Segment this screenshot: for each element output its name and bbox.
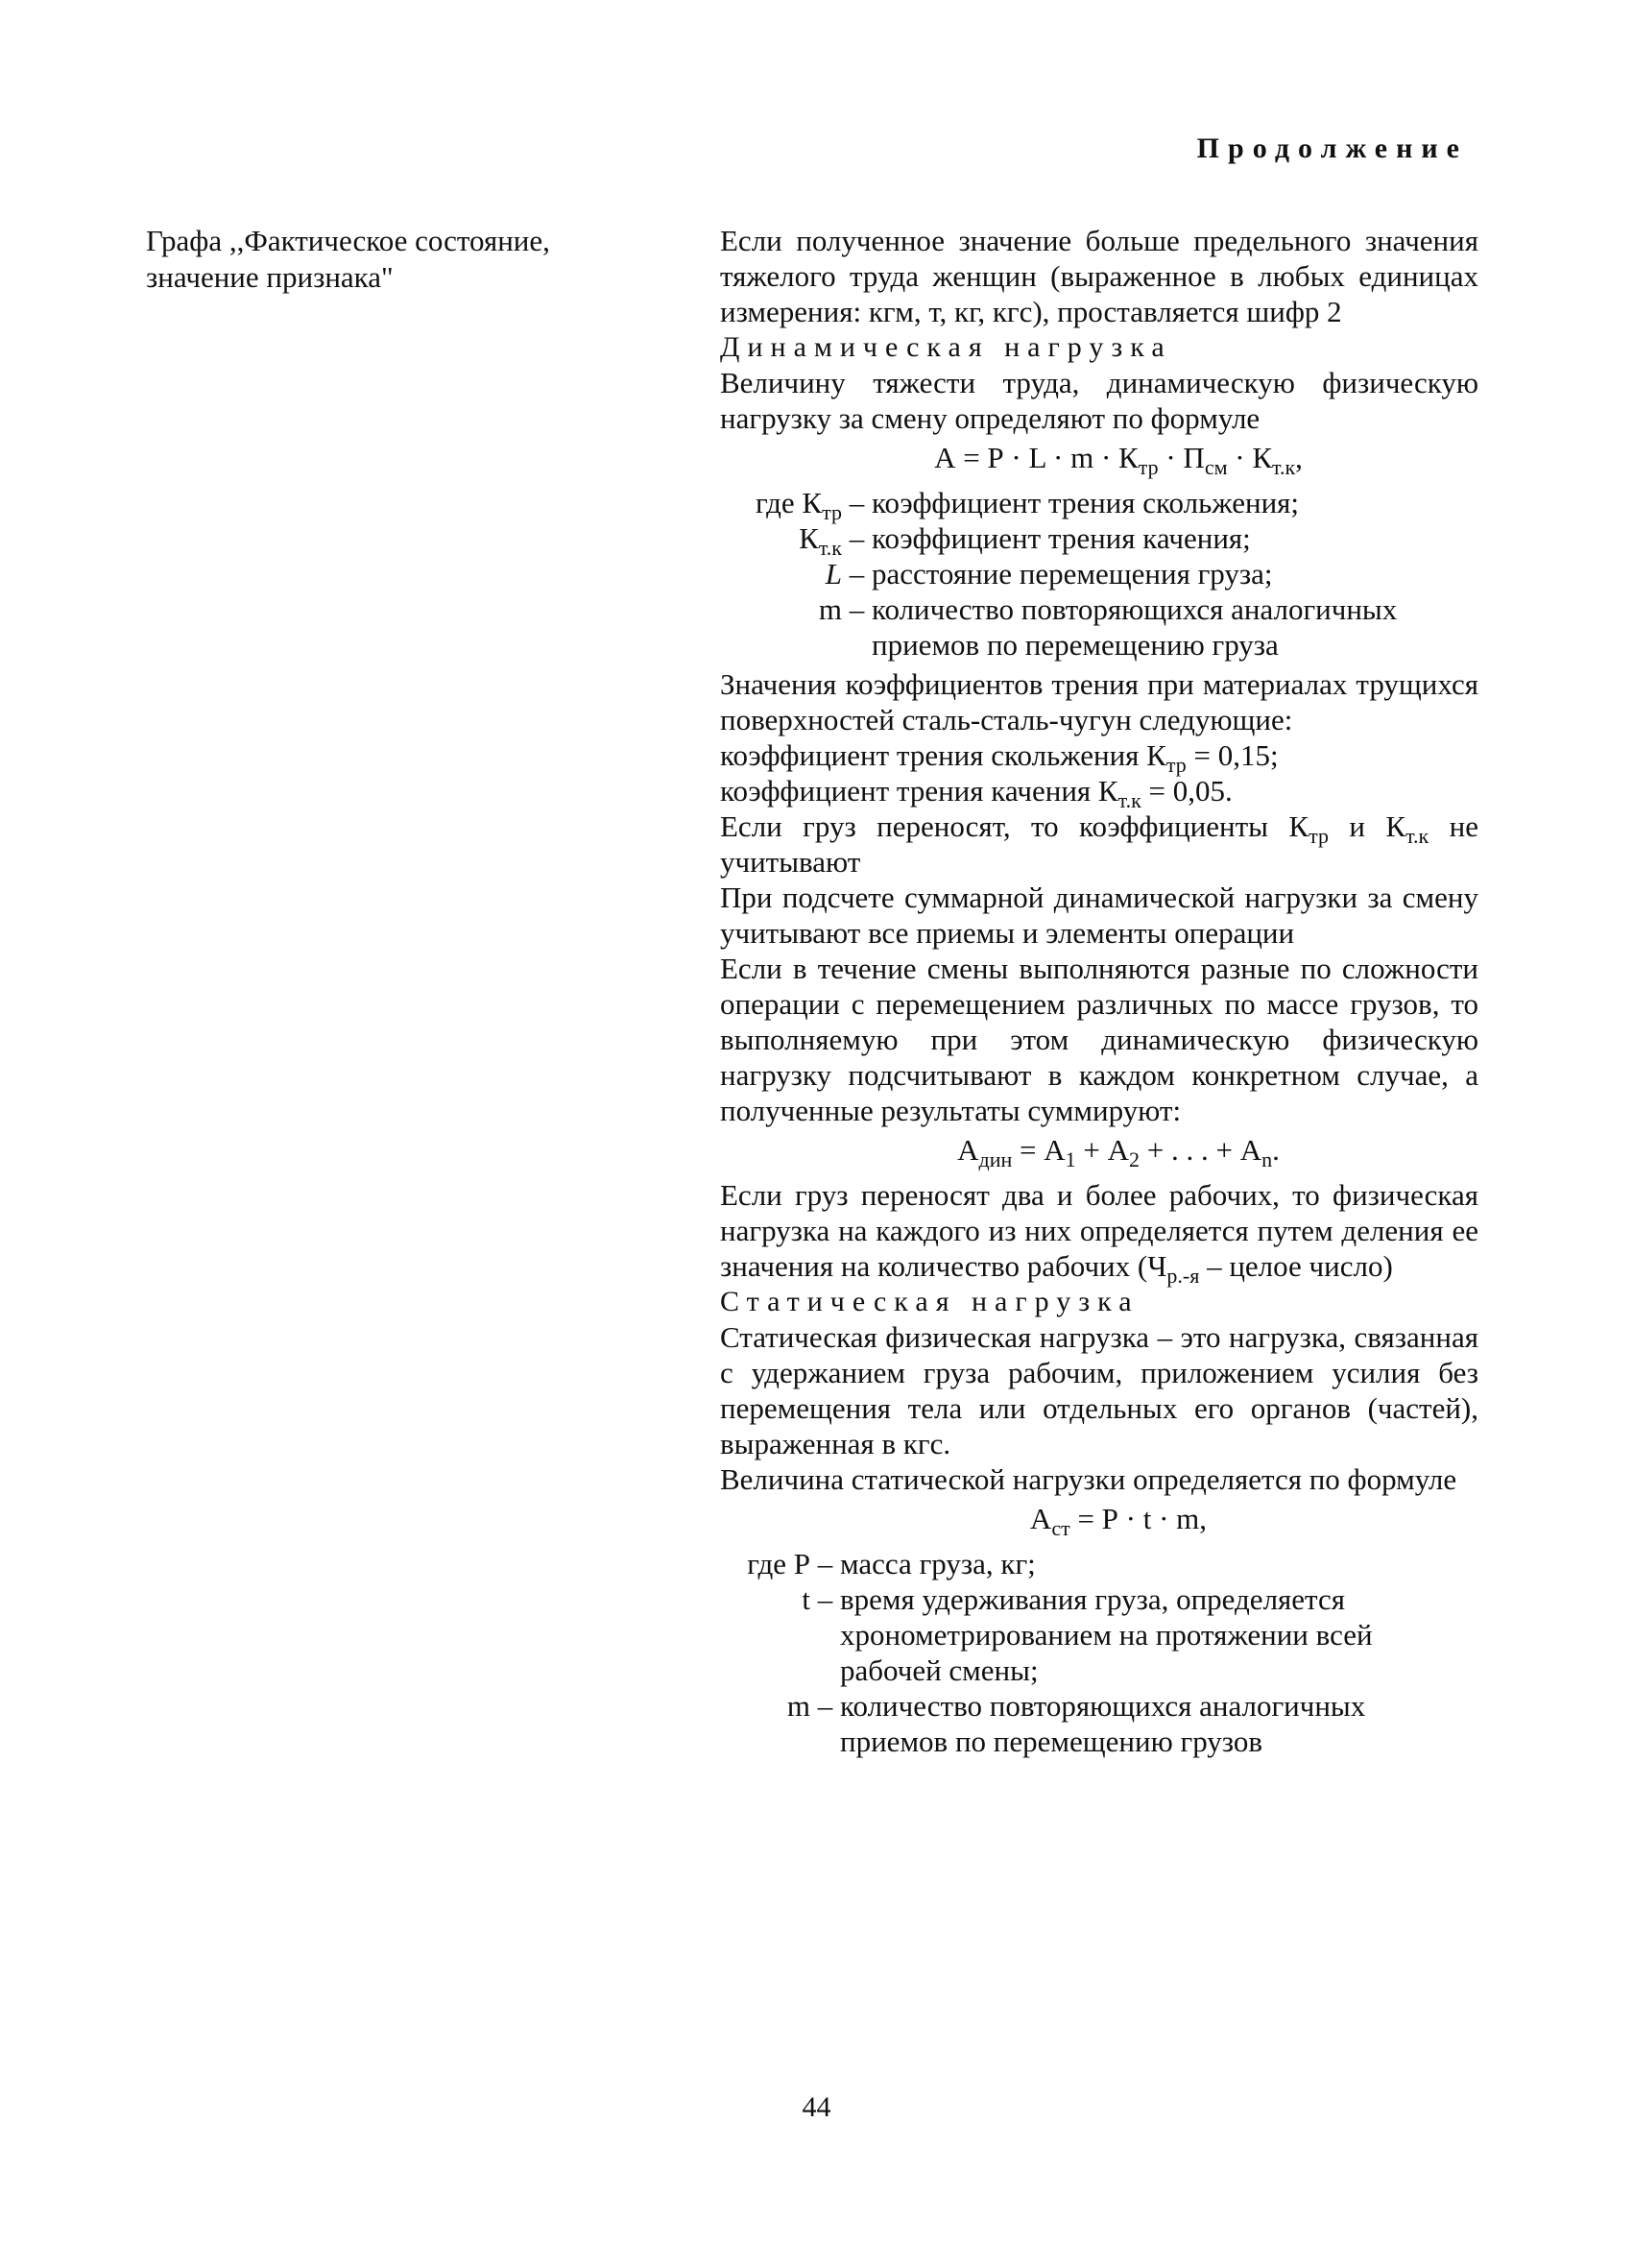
carry-note: Если груз переносят, то коэффициенты $К_{тр}$ и $К_{т.к}$ не учитывают — [720, 809, 1478, 879]
definition-ktr: где $К_{тр}$ – коэффициент трения скольжения; — [755, 486, 1300, 525]
definition-p: где Р – масса груза, кг; — [747, 1547, 1036, 1580]
coefficient-sliding: коэффициент трения скольжения $К_{тр} = 0,15$; — [720, 738, 1279, 778]
right-column-text — [720, 223, 1478, 1763]
column-label-text: Графа ,,Фактическое состояние, значение признака" — [146, 224, 550, 294]
definition-ktk: $К_{т.к}$ – коэффициент трения качения; — [799, 521, 1251, 561]
workers-note: Если груз переносят два и более рабочих, то физическая нагрузка на каждого из них определяется путем деления ее значения на количество рабочих ($Ч_{р.-я}$ – целое число) — [720, 1178, 1478, 1289]
varied-operations-text: Если в течение смены выполняются разные по сложности операции с перемещением различных по массе грузов, то выполняемую при этом динамическую физическую нагрузку подсчитывают в каждом конкретном случае, а полученные результаты суммируют: — [720, 952, 1478, 1127]
static-load-formula: $А_{ст} = Р \cdot t \cdot m$, — [1029, 1502, 1208, 1541]
left-column-label — [146, 223, 645, 296]
coefficients-intro: Значения коэффициентов трения при материалах трущихся поверхностей сталь-сталь-чугун следующие: — [720, 667, 1478, 736]
running-title: Продолжение — [1196, 133, 1468, 164]
static-formula-definitions — [720, 1546, 1478, 1759]
dynamic-load-title: Динамическая нагрузка — [720, 331, 1172, 363]
definition-m-static: m – количество повторяющихся аналогичных приемов по перемещению грузов — [786, 1689, 1366, 1758]
static-formula-intro: Величина статической нагрузки определяется по формуле — [720, 1462, 1457, 1496]
dynamic-load-formula: $А = Р \cdot L \cdot m \cdot К_{тр} \cdot П_{см} \cdot К_{т.к}$, — [934, 441, 1303, 480]
definition-m: m – количество повторяющихся аналогичных приемов по перемещению груза — [818, 592, 1398, 662]
intro-paragraph: Если полученное значение больше предельного значения тяжелого труда женщин (выраженное в любых единицах измерения: кгм, т, кг, кгс), проставляется шифр 2 — [720, 224, 1478, 328]
definition-l: L – расстояние перемещения груза; — [825, 557, 1273, 591]
sum-note: При подсчете суммарной динамической нагрузки за смену учитывают все приемы и элементы операции — [720, 881, 1478, 950]
dynamic-load-text: Величину тяжести труда, динамическую физическую нагрузку за смену определяют по формуле — [720, 366, 1478, 435]
dynamic-formula-definitions — [720, 485, 1478, 663]
coefficient-rolling: коэффициент трения качения $К_{т.к} = 0,05$. — [720, 774, 1233, 813]
static-load-title: Статическая нагрузка — [720, 1286, 1140, 1317]
page-number: 44 — [802, 2091, 831, 2123]
definition-t: t – время удерживания груза, определяется хронометрированием на протяжении всей рабочей смены; — [802, 1582, 1373, 1687]
sum-formula: $А_{дин} = А_1 + А_2$ + . . . + $А_n$. — [957, 1133, 1280, 1172]
static-load-text: Статическая физическая нагрузка – это нагрузка, связанная с удержанием груза рабочим, приложением усилия без перемещения тела или отдельных его органов (частей), выраженная в кгс. — [720, 1320, 1478, 1460]
